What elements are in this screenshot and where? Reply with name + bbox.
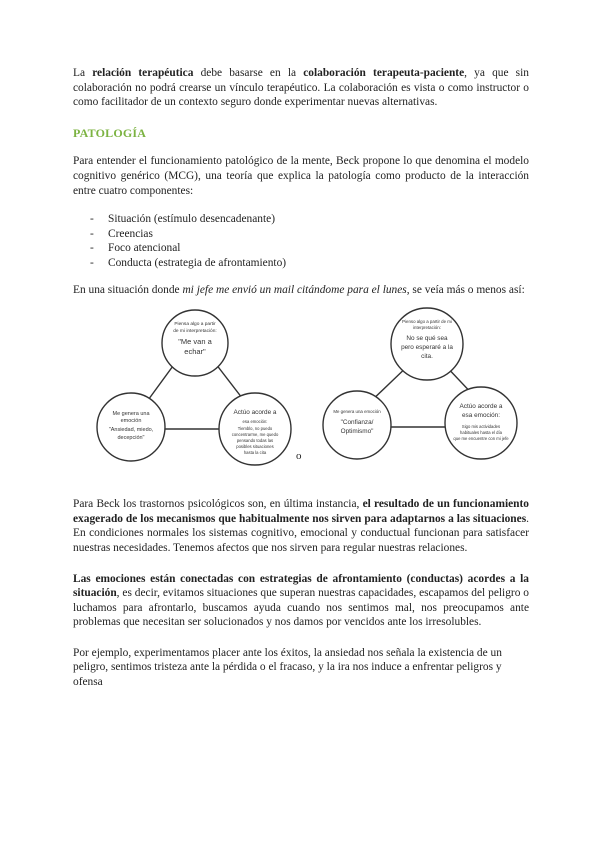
node-label: Sigo mis actividades habituales hasta el día que me encuentre con mi jefe — [453, 424, 509, 442]
disorders-text-2: . En condiciones normales los sistemas cognitivo, emocional y conductual funcionan para satisfacer nuestras necesidades. Tenemos afectos que nos sirven para regular nuestras relaciones. — [73, 512, 529, 554]
node-label: Me genera una emoción — [333, 409, 381, 415]
model-paragraph: Para entender el funcionamiento patológico de la mente, Beck propone lo que denomina el modelo cognitivo genérico (MCG), una teoría que explica la patología como producto de la interacción entre cuatro componentes: — [73, 155, 529, 197]
intro-text-1: La — [73, 67, 93, 79]
intro-text-2: debe basarse en la — [193, 67, 304, 79]
node-label: Me genera una emoción "Ansiedad, miedo, decepción" — [108, 411, 154, 442]
example-text-2: , se veía más o menos así: — [406, 283, 525, 296]
disorders-text-1: Para Beck los trastornos psicológicos son, en última instancia, — [73, 498, 363, 511]
disorders-bold: el resultado de un funcionamiento exagerado de los mecanismos que habitualmente nos sirven para adaptarnos a las situaciones — [73, 498, 529, 525]
list-item: - Situación (estímulo desencadenante) — [73, 212, 529, 227]
list-item: - Foco atencional — [73, 241, 529, 256]
node-label: Piensa algo a partir de mi interpretación: — [173, 322, 217, 335]
node-label: Pienso algo a partir de mi interpretación: — [402, 319, 452, 331]
diagram-right-node-right — [445, 387, 517, 459]
node-label: esa emoción: Tiemblo, no puedo concentrarme, me quedo pensando todas las posibles situaciones hasta la cita — [231, 419, 279, 456]
example-italic: mi jefe me envió un mail citándome para el lunes — [182, 283, 407, 296]
section-title: PATOLOGÍA — [73, 125, 147, 140]
emotions-text: , es decir, evitamos situaciones que superan nuestras capacidades, escapamos del peligro o luchamos para afrontarlo, buscamos ayuda cuando nos sentimos mal, nos preocupamos ante problemas que necesitan ser solucionados y nos damos por vencidos ante los irresolubles. — [73, 587, 529, 629]
diagram-separator: o — [296, 450, 302, 463]
node-label: Actúo acorde a — [233, 409, 277, 417]
example-paragraph — [73, 283, 529, 298]
diagrams-area — [73, 297, 529, 487]
intro-text-3: , ya que sin colaboración no podrá crearse un vínculo terapéutico. La colaboración es vista o como instructor o como facilitador de un contexto seguro donde experimentar nuevas alternativas. — [73, 67, 529, 109]
components-list — [73, 212, 529, 270]
intro-paragraph — [73, 66, 529, 110]
example-text-1: En una situación donde — [73, 283, 183, 296]
node-label: Actúo acorde a esa emoción: — [459, 403, 503, 420]
document-page — [73, 66, 529, 690]
list-item: - Creencias — [73, 227, 529, 242]
node-label: No se qué sea pero esperaré a la cita. — [401, 335, 453, 361]
intro-bold-2: colaboración terapeuta-paciente — [303, 67, 465, 79]
node-label: "Confianza/ Optimismo" — [340, 419, 374, 436]
diagram-right — [319, 307, 529, 477]
emotions-paragraph — [73, 572, 529, 630]
emotions-bold: Las emociones están conectadas con estrategias de afrontamiento (conductas) acordes a la situación — [73, 572, 529, 600]
disorders-paragraph — [73, 497, 529, 555]
intro-bold-1: relación terapéutica — [92, 67, 194, 79]
list-item: - Conducta (estrategia de afrontamiento) — [73, 256, 529, 271]
diagram-left — [93, 307, 303, 477]
examples-paragraph: Por ejemplo, experimentamos placer ante los éxitos, la ansiedad nos señala la existencia de un peligro, sentimos tristeza ante la pérdida o el fracaso, y la ira nos induce a enfrentar peligros y ofensa — [73, 646, 502, 689]
node-label: "Me van a echar" — [178, 337, 212, 357]
